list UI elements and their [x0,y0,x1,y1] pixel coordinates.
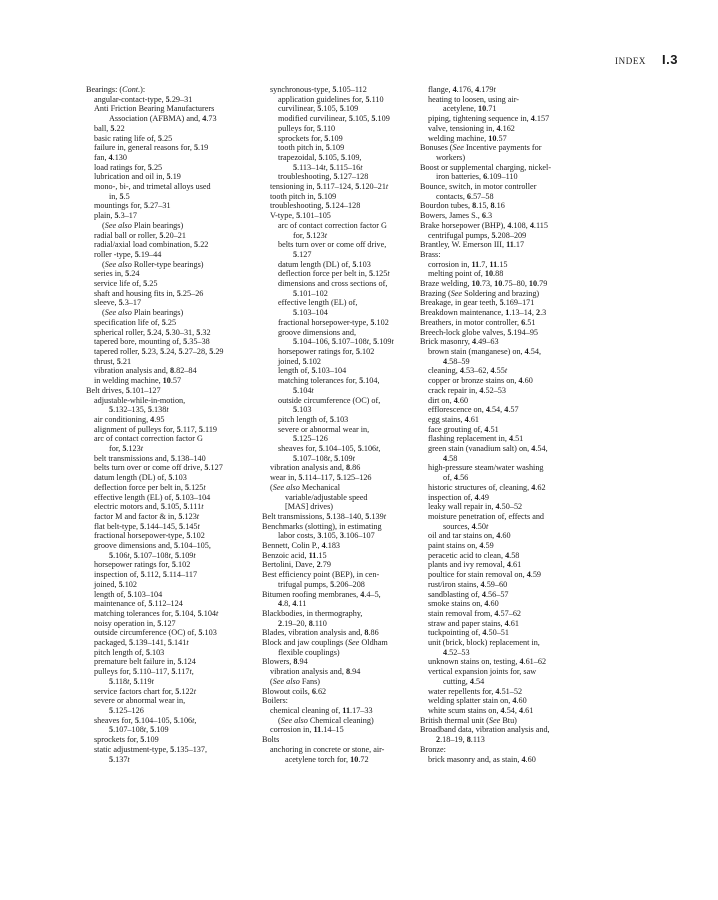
index-entry-line: Bronze: [420,744,446,754]
index-entry-line: Bearings: (Cont.): [86,85,146,94]
index-entry-line: factor M and factor & in, 5.123t [94,511,200,521]
index-entry-line: Best efficiency point (BEP), in cen- [262,570,380,580]
page-number: I.3 [662,52,678,67]
index-entry-line: 4.58–59 [443,356,470,366]
index-entry-line: iron batteries, 6.109–110 [436,172,518,182]
index-entry-line: Bowers, James S., 6.3 [420,211,493,221]
index-entry-line: 4.58 [443,453,458,463]
index-entry-line: flat belt-type, 5.144–145, 5.145t [94,521,200,531]
index-entry-line: pulleys for, 5.110 [278,123,336,133]
index-entry-line: modified curvilinear, 5.105, 5.109 [278,114,390,124]
index-entry-line: Brake horsepower (BHP), 4.108, 4.115 [420,220,548,230]
index-entry-line: sandblasting of, 4.56–57 [428,589,509,599]
index-entry-line: static adjustment-type, 5.135–137, [94,744,208,754]
index-entry-line: inspection of, 4.49 [428,492,489,502]
index-entry-line: sheaves for, 5.104–105, 5.106t, [278,444,381,454]
index-entry-line: 5.104–106, 5.107–108t, 5.109t [293,337,394,347]
index-entry-line: severe or abnormal wear in, [94,696,186,706]
index-entry-line: effective length (EL) of, [278,298,358,308]
index-entry-line: packaged, 5.139–141, 5.141t [94,638,189,648]
index-entry-line: effective length (EL) of, 5.103–104 [94,492,211,502]
index-entry-line: contacts, 6.57–58 [436,191,494,201]
index-entry-line: synchronous-type, 5.105–112 [270,85,367,94]
index-entry-line: (See also Plain bearings) [102,308,184,318]
index-entry-line: stain removal from, 4.57–62 [428,608,522,618]
index-entry-line: corrosion in, 11.7, 11.15 [428,259,508,269]
index-entry-line: radial/axial load combination, 5.22 [94,240,209,250]
index-entry-line: (See also Mechanical [270,482,341,492]
index-entry-line: outside circumference (OC) of, 5.103 [94,628,217,638]
index-entry-line: Benchmarks (slotting), in estimating [262,521,382,531]
index-entry-line: curvilinear, 5.105, 5.109 [278,104,359,114]
index-entry-line: brick masonry and, as stain, 4.60 [428,754,536,764]
index-entry-line: basic rating life of, 5.25 [94,133,173,143]
index-entry-line: variable/adjustable speed [285,492,368,502]
index-entry-line: mountings for, 5.27–31 [94,201,171,211]
index-entry-line: centrifugal pumps, 5.208–209 [428,230,527,240]
index-entry-line: leaky wall repair in, 4.50–52 [428,502,523,512]
running-header [615,52,678,67]
index-entry-line: labor costs, 3.105, 3.106–107 [278,531,375,541]
index-entry-line: Bertolini, Dave, 2.79 [262,560,331,570]
index-entry-line: groove dimensions and, 5.104–105, [94,541,211,551]
index-entry-line: anchoring in concrete or stone, air- [270,744,385,754]
index-entry-line: (See also Fans) [270,676,321,686]
index-entry-line: Bitumen roofing membranes, 4.4–5, [262,589,381,599]
index-entry-line: pulleys for, 5.110–117, 5.117t, [94,667,194,677]
index-entry-line: troubleshooting, 5.127–128 [278,172,369,182]
index-entry-line: noisy operation in, 5.127 [94,618,176,628]
index-entry-line: Breakdown maintenance, 1.13–14, 2.3 [420,308,547,318]
index-entry-line: high-pressure steam/water washing [428,463,544,473]
index-entry-line: outside circumference (OC) of, [278,395,381,405]
index-entry-line: melting point of, 10.88 [428,269,504,279]
index-entry-line: Braze welding, 10.73, 10.75–80, 10.79 [420,279,548,289]
index-entry-line: moisture penetration of, effects and [428,511,545,521]
index-entry-line: severe or abnormal wear in, [278,424,370,434]
index-entry-line: 2.19–20, 8.110 [278,618,327,628]
index-entry-line: datum length (DL) of, 5.103 [94,473,187,483]
index-entry-line: dimensions and cross sections of, [278,279,388,289]
index-entry-line: acetylene, 10.71 [443,104,497,114]
index-entry-line: matching tolerances for, 5.104, [278,376,380,386]
index-entry-line: Blowout coils, 6.62 [262,686,327,696]
index-column-3 [420,85,598,764]
index-entry-line: mono-, bi-, and trimetal alloys used [94,182,211,192]
index-entry-line: unknown stains on, testing, 4.61–62 [428,657,547,667]
index-entry-line: rust/iron stains, 4.59–60 [428,579,508,589]
index-entry-line: historic structures of, cleaning, 4.62 [428,482,546,492]
index-entry-line: Blowers, 8.94 [262,657,308,667]
index-entry-line: electric motors and, 5.105, 5.111t [94,502,204,512]
index-entry-line: Belt transmissions, 5.138–140, 5.139t [262,511,386,521]
index-entry-line: belt transmissions and, 5.138–140 [94,453,206,463]
index-entry-line: inspection of, 5.112, 5.114–117 [94,570,198,580]
index-entry-line: belts turn over or come off drive, [278,240,387,250]
index-entry-line: of, 4.56 [443,473,469,483]
index-entry-line: unit (brick, block) replacement in, [428,638,540,648]
index-entry-line: corrosion in, 11.14–15 [270,725,344,735]
index-entry-line: vibration analysis and, 8.82–84 [94,366,197,376]
index-entry-line: 5.104t [293,385,314,395]
index-entry-line: length of, 5.103–104 [278,366,347,376]
index-entry-line: Broadband data, vibration analysis and, [420,725,550,735]
index-entry-line: sprockets for, 5.109 [94,735,159,745]
index-entry-line: Bolts [262,735,280,745]
index-entry-line: angular-contact-type, 5.29–31 [94,94,193,104]
index-entry-line: series in, 5.24 [94,269,140,279]
index-entry-line: roller -type, 5.19–44 [94,249,162,259]
index-entry-line: tensioning in, 5.117–124, 5.120–21t [270,182,389,192]
index-entry-line: British thermal unit (See Btu) [420,715,517,725]
index-entry-line: white scum stains on, 4.54, 4.61 [428,706,534,715]
index-entry-line: efflorescence on, 4.54, 4.57 [428,405,519,415]
index-entry-line: Brick masonry, 4.49–63 [420,337,499,347]
index-entry-line: 5.103 [293,405,312,415]
index-entry-line: Bounce, switch, in motor controller [420,182,537,192]
index-entry-line: Block and jaw couplings (See Oldham [262,638,388,648]
index-entry-line: maintenance of, 5.112–124 [94,599,183,609]
index-entry-line: dirt on, 4.60 [428,395,469,405]
index-entry-line: flashing replacement in, 4.51 [428,434,524,444]
index-entry-line: 4.8, 4.11 [278,599,307,609]
index-entry-line: vertical expansion joints for, saw [428,667,537,677]
index-entry-line: matching tolerances for, 5.104, 5.104t [94,608,219,618]
index-entry-line: ball, 5.22 [94,123,125,133]
index-entry-line: joined, 5.102 [94,579,137,589]
index-entry-line: service factors chart for, 5.122t [94,686,196,696]
index-entry-line: Boilers: [262,696,288,706]
index-entry-line: trapezoidal, 5.105, 5.109, [278,152,362,162]
index-entry-line: arc of contact correction factor G [94,434,203,444]
index-entry-line: poultice for stain removal on, 4.59 [428,570,542,580]
index-entry-line: premature belt failure in, 5.124 [94,657,196,667]
index-entry-line: (See also Roller-type bearings) [102,259,204,269]
index-entry-line: belts turn over or come off drive, 5.127 [94,463,223,473]
index-entry-line: Association (AFBMA) and, 4.73 [109,114,217,124]
index-entry-line: sprockets for, 5.109 [278,133,343,143]
index-entry-line: Brantley, W. Emerson III, 11.17 [420,240,525,250]
index-entry-line: plain, 5.3–17 [94,211,137,221]
index-entry-line: failure in, general reasons for, 5.19 [94,143,209,153]
index-entry-line: V-type, 5.101–105 [270,211,331,221]
index-entry-line: arc of contact correction factor G [278,220,387,230]
index-entry-line: tapered bore, mounting of, 5.35–38 [94,337,210,347]
index-entry-line: (See also Chemical cleaning) [278,715,374,725]
index-entry-line: Brazing (See Soldering and brazing) [420,288,540,298]
index-entry-line: smoke stains on, 4.60 [428,599,499,609]
index-entry-line: length of, 5.103–104 [94,589,163,599]
index-entry-line: lubrication and oil in, 5.19 [94,172,181,182]
index-entry-line: plants and ivy removal, 4.61 [428,560,522,570]
index-entry-line: cleaning, 4.53–62, 4.55t [428,366,508,376]
index-entry-line: tooth pitch in, 5.109 [278,143,345,153]
index-entry-line: groove dimensions and, [278,327,356,337]
index-entry-line: radial ball or roller, 5.20–21 [94,230,186,240]
index-entry-line: 5.125–126 [293,434,328,444]
index-entry-line: cutting, 4.54 [443,676,485,686]
index-entry-line: troubleshooting, 5.124–128 [270,201,361,211]
index-entry-line: (See also Plain bearings) [102,220,184,230]
index-entry-line: adjustable-while-in-motion, [94,395,186,405]
index-entry-line: alignment of pulleys for, 5.117, 5.119 [94,424,218,434]
index-entry-line: wear in, 5.114–117, 5.125–126 [270,473,372,483]
index-entry-line: tapered roller, 5.23, 5.24, 5.27–28, 5.29 [94,346,224,356]
index-entry-line: Bourdon tubes, 8.15, 8.16 [420,201,505,211]
index-entry-line: welding machine, 10.57 [428,133,507,143]
index-entry-line: thrust, 5.21 [94,356,132,366]
index-entry-line: straw and paper stains, 4.61 [428,618,519,628]
index-entry-line: for, 5.123t [109,444,144,454]
index-entry-line: Blades, vibration analysis and, 8.86 [262,628,379,638]
index-entry-line: pitch length of, 5.103 [278,414,349,424]
index-entry-line: 5.118t, 5.119t [109,676,154,686]
index-entry-line: chemical cleaning of, 11.17–33 [270,706,373,715]
index-entry-line: 5.106t, 5.107–108t, 5.109t [109,550,196,560]
index-entry-line: air conditioning, 4.95 [94,414,165,424]
index-entry-line: peracetic acid to clean, 4.58 [428,550,520,560]
index-entry-line: 5.103–104 [293,308,328,318]
index-entry-line: pitch length of, 5.103 [94,647,165,657]
index-entry-line: service life of, 5.25 [94,279,158,289]
index-entry-line: egg stains, 4.61 [428,414,479,424]
index-entry-line: Boost or supplemental charging, nickel- [420,162,552,172]
index-entry-line: Anti Friction Bearing Manufacturers [94,104,215,114]
index-entry-line: deflection force per belt in, 5.125t [278,269,390,279]
index-entry-line: 5.125–126 [109,706,144,715]
index-entry-line: piping, tightening sequence in, 4.157 [428,114,550,124]
index-entry-line: in welding machine, 10.57 [94,376,182,386]
index-entry-line: 5.132–135, 5.138t [109,405,169,415]
index-entry-line: valve, tensioning in, 4.162 [428,123,515,133]
index-entry-line: flange, 4.176, 4.179t [428,85,496,94]
index-entry-line: fractional horsepower-type, 5.102 [94,531,205,541]
index-entry-line: Blackbodies, in thermography, [262,608,363,618]
index-entry-line: sheaves for, 5.104–105, 5.106t, [94,715,197,725]
index-entry-line: crack repair in, 4.52–53 [428,385,506,395]
index-column-2 [262,85,430,764]
index-entry-line: sleeve, 5.3–17 [94,298,142,308]
index-entry-line: spherical roller, 5.24, 5.30–31, 5.32 [94,327,211,337]
index-entry-line: Bennett, Colin P., 4.183 [262,541,341,551]
index-entry-line: Bonuses (See Incentive payments for [420,143,542,153]
index-entry-line: 4.52–53 [443,647,470,657]
index-entry-line: trifugal pumps, 5.206–208 [278,579,365,589]
index-entry-line: 5.137t [109,754,130,764]
index-column-1 [86,85,256,764]
index-entry-line: in, 5.5 [109,191,130,201]
index-entry-line: specification life of, 5.25 [94,317,177,327]
index-entry-line: 5.107–108t, 5.109 [109,725,169,735]
index-entry-line: heating to loosen, using air- [428,94,520,104]
index-entry-line: tuckpointing of, 4.50–51 [428,628,509,638]
index-entry-line: horsepower ratings for, 5.102 [94,560,191,570]
index-entry-line: Brass: [420,249,441,259]
index-entry-line: brown stain (manganese) on, 4.54, [428,346,542,356]
index-entry-line: shaft and housing fits in, 5.25–26 [94,288,204,298]
index-entry-line: fan, 4.130 [94,152,127,162]
index-columns [0,85,718,885]
index-entry-line: tooth pitch in, 5.109 [270,191,337,201]
index-entry-line: deflection force per belt in, 5.125t [94,482,206,492]
index-entry-line: vibration analysis and, 8.94 [270,667,361,677]
index-entry-line: Breakage, in gear teeth, 5.169–171 [420,298,535,308]
index-entry-line: datum length (DL) of, 5.103 [278,259,371,269]
index-entry-line: joined, 5.102 [278,356,321,366]
index-entry-line: flexible couplings) [278,647,340,657]
index-entry-line: green stain (vanadium salt) on, 4.54, [428,444,548,454]
index-entry-line: 2.18–19, 8.113 [436,735,485,745]
index-entry-line: 5.127 [293,249,312,259]
index-entry-line: paint stains on, 4.59 [428,541,494,551]
index-entry-line: oil and tar stains on, 4.60 [428,531,511,541]
index-entry-line: 5.101–102 [293,288,328,298]
index-entry-line: fractional horsepower-type, 5.102 [278,317,389,327]
index-entry-line: application guidelines for, 5.110 [278,94,384,104]
index-entry-line: [MAS] drives) [285,502,333,512]
index-entry-line: acetylene torch for, 10.72 [285,754,369,764]
header-label: INDEX [615,56,647,66]
index-entry-line: welding splatter stain on, 4.60 [428,696,527,706]
index-entry-line: water repellents for, 4.51–52 [428,686,523,696]
index-entry-line: load ratings for, 5.25 [94,162,163,172]
index-entry-line: copper or bronze stains on, 4.60 [428,376,533,386]
index-entry-line: sources, 4.50t [443,521,489,531]
index-entry-line: for, 5.123t [293,230,328,240]
index-entry-line: Benzoic acid, 11.15 [262,550,327,560]
index-entry-line: face grouting of, 4.51 [428,424,499,434]
index-entry-line: Breech-lock globe valves, 5.194–95 [420,327,539,337]
index-entry-line: workers) [436,152,466,162]
index-entry-line: 5.107–108t, 5.109t [293,453,355,463]
index-entry-line: horsepower ratings for, 5.102 [278,346,375,356]
index-entry-line: 5.113–14t, 5.115–16t [293,162,363,172]
index-entry-line: vibration analysis and, 8.86 [270,463,361,473]
index-entry-line: Breathers, in motor controller, 6.51 [420,317,536,327]
index-entry-line: Belt drives, 5.101–127 [86,385,161,395]
